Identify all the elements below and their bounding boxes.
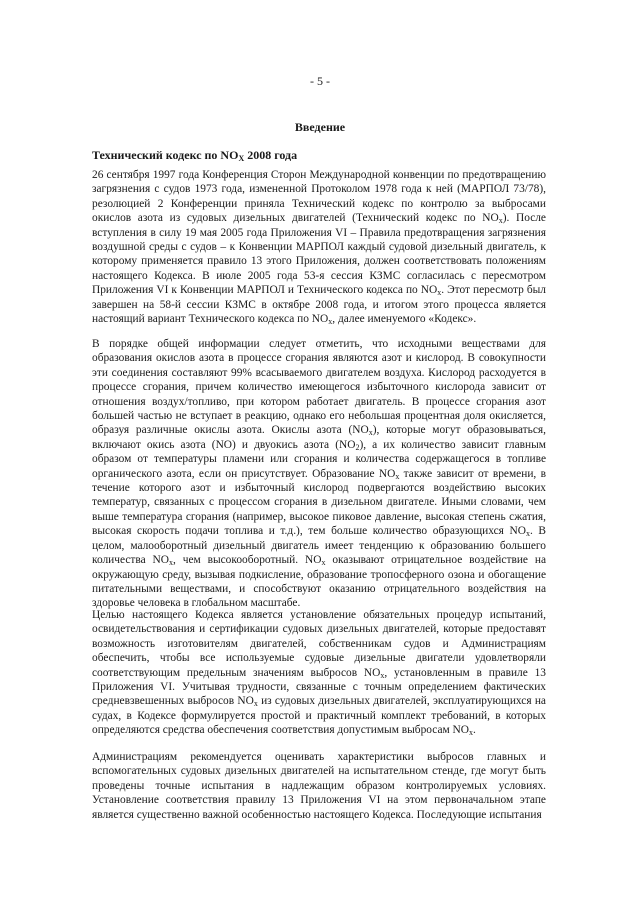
text-run: В порядке общей информации следует отметить, что исходными веществами для образования окислов азота в процессе сгорания являются азот и кислород. В совокупности эти соединения составляют 99% всасываемого двигателем воздуха. Кислород расходуется в процессе сгорания, причем количество имеющегося избыточного кислорода зависит от отношения воздух/топливо, при котором работает двигатель. В процессе сгорания азот большей частью не вступает в реакцию, однако его небольшая процентная доля окисляется, образуя различные окислы азота. Окислы азота (NO bbox=[92, 338, 546, 437]
subscript: x bbox=[169, 558, 173, 568]
subscript: x bbox=[525, 529, 530, 539]
subscript: x bbox=[253, 699, 258, 709]
text-run: из судовых дизельных двигателей, эксплуатирующихся на судах, в Кодексе формулируется простой и практичный комплект требований, в которых определяются средства обеспечения соответствия допустимым выбросам NO bbox=[92, 695, 546, 737]
text-run: ), а их количество зависит главным образом от температуры пламени или сгорания и количества содержащегося в топливе органического азота, если он присутствует. Образование NO bbox=[92, 438, 546, 480]
subscript: x bbox=[380, 670, 385, 680]
paragraph-general-information bbox=[92, 337, 546, 611]
text-run: . В целом, малооборотный дизельный двигатель имеет тенденцию к образованию большего количества NO bbox=[92, 525, 546, 567]
text-run: . Этот пересмотр был завершен на 58-й сессии КЗМС в октябре 2008 года, и итогом этого процесса является настоящий вариант Технического кодекса по NO bbox=[92, 284, 546, 326]
page-number: - 5 - bbox=[310, 74, 330, 88]
document-subheading bbox=[92, 148, 297, 163]
text-run: Целью настоящего Кодекса является установление обязательных процедур испытаний, освидетельствования и сертификации судовых дизельных двигателей, которые предоставят возможность изготовителям двигателей, собственникам судов и Администрациям обеспечить, чтобы все используемые судовые дизельные двигатели удовлетворяли соответствующим предельным значениям выбросов NO bbox=[92, 609, 546, 679]
subheading-text: Технический кодекс по NO bbox=[92, 148, 239, 162]
paragraph-administrations bbox=[92, 750, 546, 822]
subheading-subscript: X bbox=[238, 154, 245, 163]
subheading-suffix: 2008 года bbox=[244, 148, 298, 162]
subscript: x bbox=[395, 471, 400, 481]
text-run: ), которые могут образовываться, включают окись азота (NO) и двуокись азота (NO bbox=[92, 424, 546, 451]
text-run: , далее именуемого «Кодекс». bbox=[332, 313, 477, 326]
text-run: , установленным в правиле 13 Приложения VI. Учитывая трудности, связанные с точным определением фактических средневзвешенных выбросов NO bbox=[92, 666, 546, 708]
text-run: 26 сентября 1997 года Конференция Сторон Международной конвенции по предотвращению загрязнения с судов 1973 года, измененной Протоколом 1978 года к ней (МАРПОЛ 73/78), резолюцией 2 Конференции приняла Технический кодекс по контролю за выбросами окислов азота из судовых дизельных двигателей (Технический кодекс по NO bbox=[92, 169, 546, 225]
text-run: также зависит от времени, в течение которого азот и избыточный кислород подвергаются воздействию высоких температур, связанных с процессом сгорания в дизельном двигателе. Иными словами, чем выше температура сгорания (например, высокое пиковое давление, высокая степень сжатия, высокая скорость подачи топлива и т.д.), тем больше количество образующихся NO bbox=[92, 467, 546, 538]
paragraph-code-purpose bbox=[92, 608, 546, 738]
subscript: x bbox=[469, 728, 474, 738]
subscript: x bbox=[437, 288, 442, 298]
text-run: , чем высокооборотный. NO bbox=[173, 554, 322, 567]
subscript: x bbox=[328, 317, 333, 327]
paragraph-history bbox=[92, 168, 546, 326]
text-run: . bbox=[473, 724, 476, 737]
section-heading: Введение bbox=[294, 120, 346, 134]
subscript: x bbox=[321, 558, 326, 568]
text-run: ). После вступления в силу 19 мая 2005 года Приложения VI – Правила предотвращения загрязнения воздушной среды с судов – к Конвенции МАРПОЛ каждый судовой дизельный двигатель, к которому применяется правило 13 этого Приложения, должен соответствовать положениям настоящего Кодекса. В июле 2005 года 53-я сессия КЗМС согласилась с пересмотром Приложения VI к Конвенции МАРПОЛ и Технического кодекса по NO bbox=[92, 212, 546, 297]
text-run: оказывают отрицательное воздействие на окружающую среду, вызывая подкисление, образование тропосферного озона и обогащение питательными веществами, и способствуют оказанию отрицательного воздействия на здоровье человека в глобальном масштабе. bbox=[92, 554, 546, 610]
subscript: x bbox=[498, 216, 503, 226]
text-run: Администрациям рекомендуется оценивать характеристики выбросов главных и вспомогательных судовых дизельных двигателей на испытательном стенде, где могут быть проведены точные испытания в надлежащим образом контролируемых условиях. Установление соответствия правилу 13 Приложения VI на этом первоначальном этапе является существенно важной особенностью настоящего Кодекса. Последующие испытания bbox=[92, 751, 546, 821]
subscript: x bbox=[368, 428, 373, 438]
subscript: 2 bbox=[355, 442, 360, 452]
